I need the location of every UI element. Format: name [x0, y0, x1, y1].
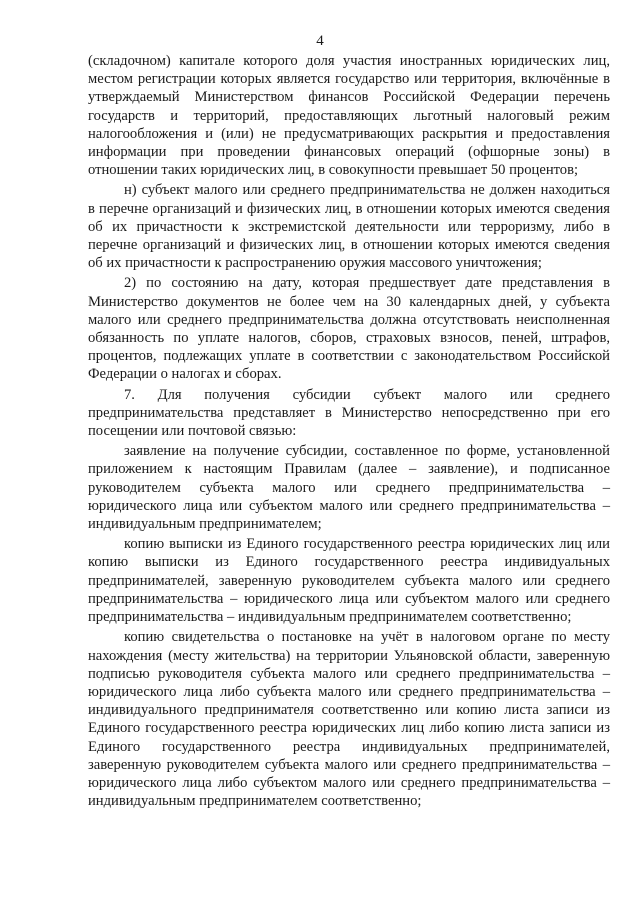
paragraph-item-n: н) субъект малого или среднего предпринимательства не должен находиться в перечне организаций и физических лиц, в отношении которых имеются сведения об их причастности к экстремистской деятельности или терроризму, либо в перечне организаций и физических лиц, в отношении которых имеются сведения об их причастности к распространению оружия массового уничтожения;: [88, 182, 610, 272]
paragraph-tax-certificate: копию свидетельства о постановке на учёт в налоговом органе по месту нахождения (месту жительства) на территории Ульяновской области, заверенную подписью руководителя субъекта малого или среднего предпринимательства – юридического лица либо субъекта малого или среднего предпринимательства – индивидуального предпринимателя соответственно или копию листа записи из Единого государственного реестра юридических лиц либо копию листа записи из Единого государственного реестра индивидуальных предпринимателей, заверенную руководителем субъекта малого или среднего предпринимательства – юридического лица либо субъектом малого или среднего предпринимательства – индивидуальным предпринимателем соответственно;: [88, 629, 610, 810]
paragraph-item-2: 2) по состоянию на дату, которая предшествует дате представления в Министерство документов не более чем на 30 календарных дней, у субъекта малого или среднего предпринимательства должна отсутствовать неисполненная обязанность по уплате налогов, сборов, страховых взносов, пеней, штрафов, процентов, подлежащих уплате в соответствии с законодательством Российской Федерации о налогах и сборах.: [88, 275, 610, 383]
paragraph-registry-extract: копию выписки из Единого государственного реестра юридических лиц или копию выписки из Единого государственного реестра индивидуальных предпринимателей, заверенную руководителем субъекта малого или среднего предпринимательства – юридического лица или субъектом малого или среднего предпринимательства – индивидуальным предпринимателем соответственно;: [88, 536, 610, 626]
paragraph-continuation: (складочном) капитале которого доля участия иностранных юридических лиц, местом регистрации которых является государство или территория, включённые в утверждаемый Министерством финансов Российской Федерации перечень государств и территорий, предоставляющих льготный налоговый режим налогообложения и (или) не предусматривающих раскрытия и предоставления информации при проведении финансовых операций (офшорные зоны) в отношении таких юридических лиц, в совокупности превышает 50 процентов;: [88, 53, 610, 179]
document-body: [88, 52, 610, 812]
page-number: 4: [316, 33, 324, 49]
paragraph-section-7: 7. Для получения субсидии субъект малого или среднего предпринимательства представляет в Министерство непосредственно при его посещении или почтовой связью:: [88, 386, 610, 440]
paragraph-application: заявление на получение субсидии, составленное по форме, установленной приложением к настоящим Правилам (далее – заявление), и подписанное руководителем субъекта малого или среднего предпринимательства – юридического лица или субъектом малого или среднего предпринимательства – индивидуальным предпринимателем;: [88, 443, 610, 533]
